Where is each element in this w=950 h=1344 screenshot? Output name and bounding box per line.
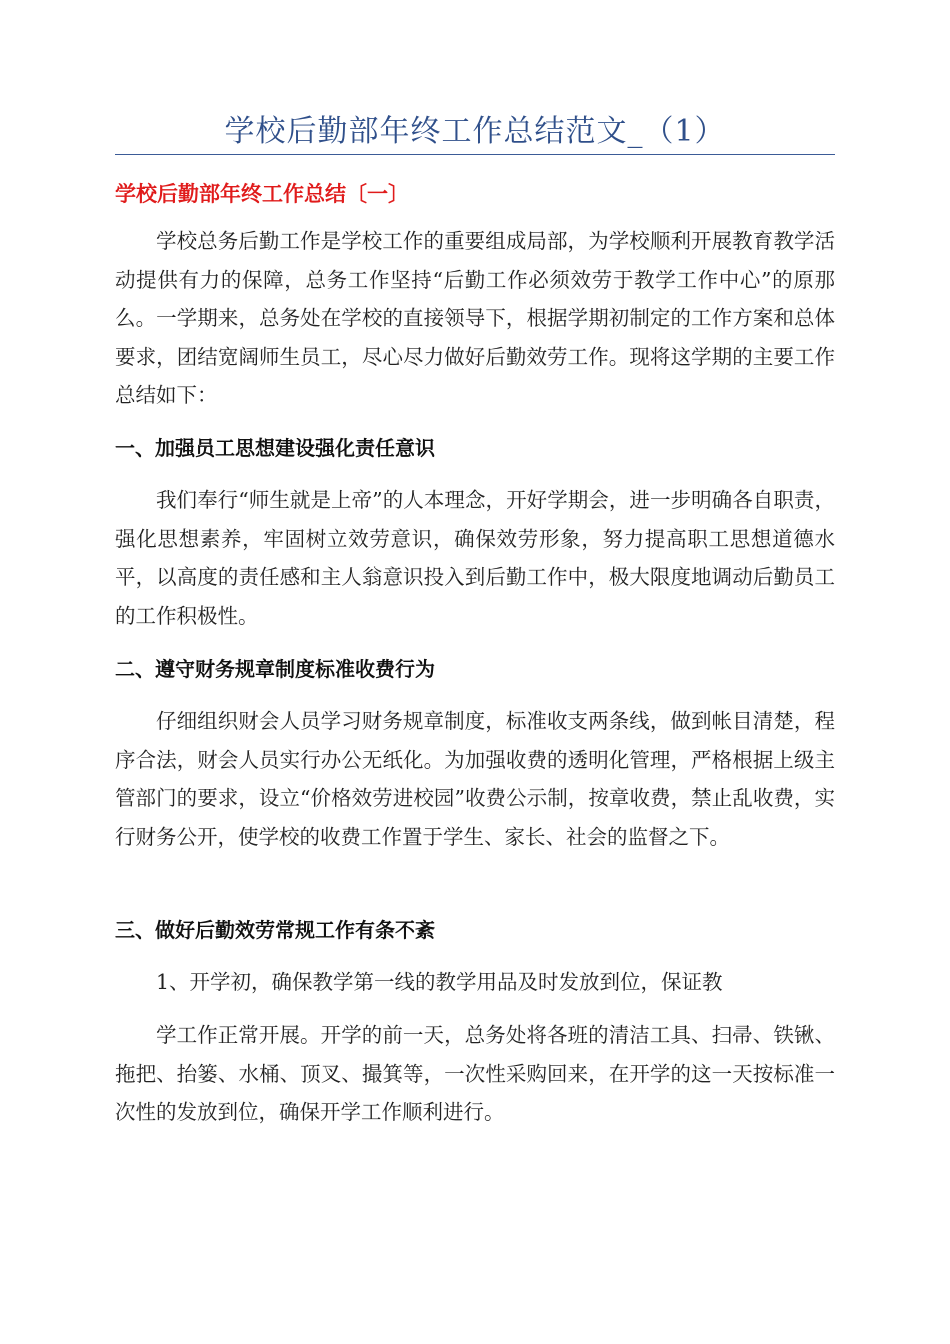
heading-1: 一、加强员工思想建设强化责任意识 [115,436,435,460]
section-title: 学校后勤部年终工作总结〔一〕 [115,182,409,206]
title-underline [115,154,835,155]
paragraph-2: 仔细组织财会人员学习财务规章制度，标准收支两条线，做到帐目清楚，程序合法，财会人员实行办公无纸化。为加强收费的透明化管理，严格根据上级主管部门的要求，设立“价格效劳进校园”收费公示制，按章收费，禁止乱收费，实行财务公开，使学校的收费工作置于学生、家长、社会的监督之下。 [115,709,835,849]
heading-3: 三、做好后勤效劳常规工作有条不紊 [115,918,435,942]
heading-2: 二、遵守财务规章制度标准收费行为 [115,657,435,681]
paragraph-1: 我们奉行“师生就是上帝”的人本理念，开好学期会，进一步明确各自职责，强化思想素养，牢固树立效劳意识，确保效劳形象，努力提高职工思想道德水平，以高度的责任感和主人翁意识投入到后勤工作中，极大限度地调动后勤员工的工作积极性。 [115,488,835,628]
list-item-1-continued: 学工作正常开展。开学的前一天，总务处将各班的清洁工具、扫帚、铁锹、拖把、抬篓、水桶、顶叉、撮箕等，一次性采购回来，在开学的这一天按标准一次性的发放到位，确保开学工作顺利进行。 [115,1023,835,1124]
document-title: 学校后勤部年终工作总结范文_（1） [224,114,726,149]
list-item-1: 1、开学初，确保教学第一线的教学用品及时发放到位，保证教 [156,970,723,994]
intro-paragraph: 学校总务后勤工作是学校工作的重要组成局部，为学校顺利开展教育教学活动提供有力的保障，总务工作坚持“后勤工作必须效劳于教学工作中心”的原那么。一学期来，总务处在学校的直接领导下，根据学期初制定的工作方案和总体要求，团结宽阔师生员工，尽心尽力做好后勤效劳工作。现将这学期的主要工作总结如下： [115,229,835,407]
